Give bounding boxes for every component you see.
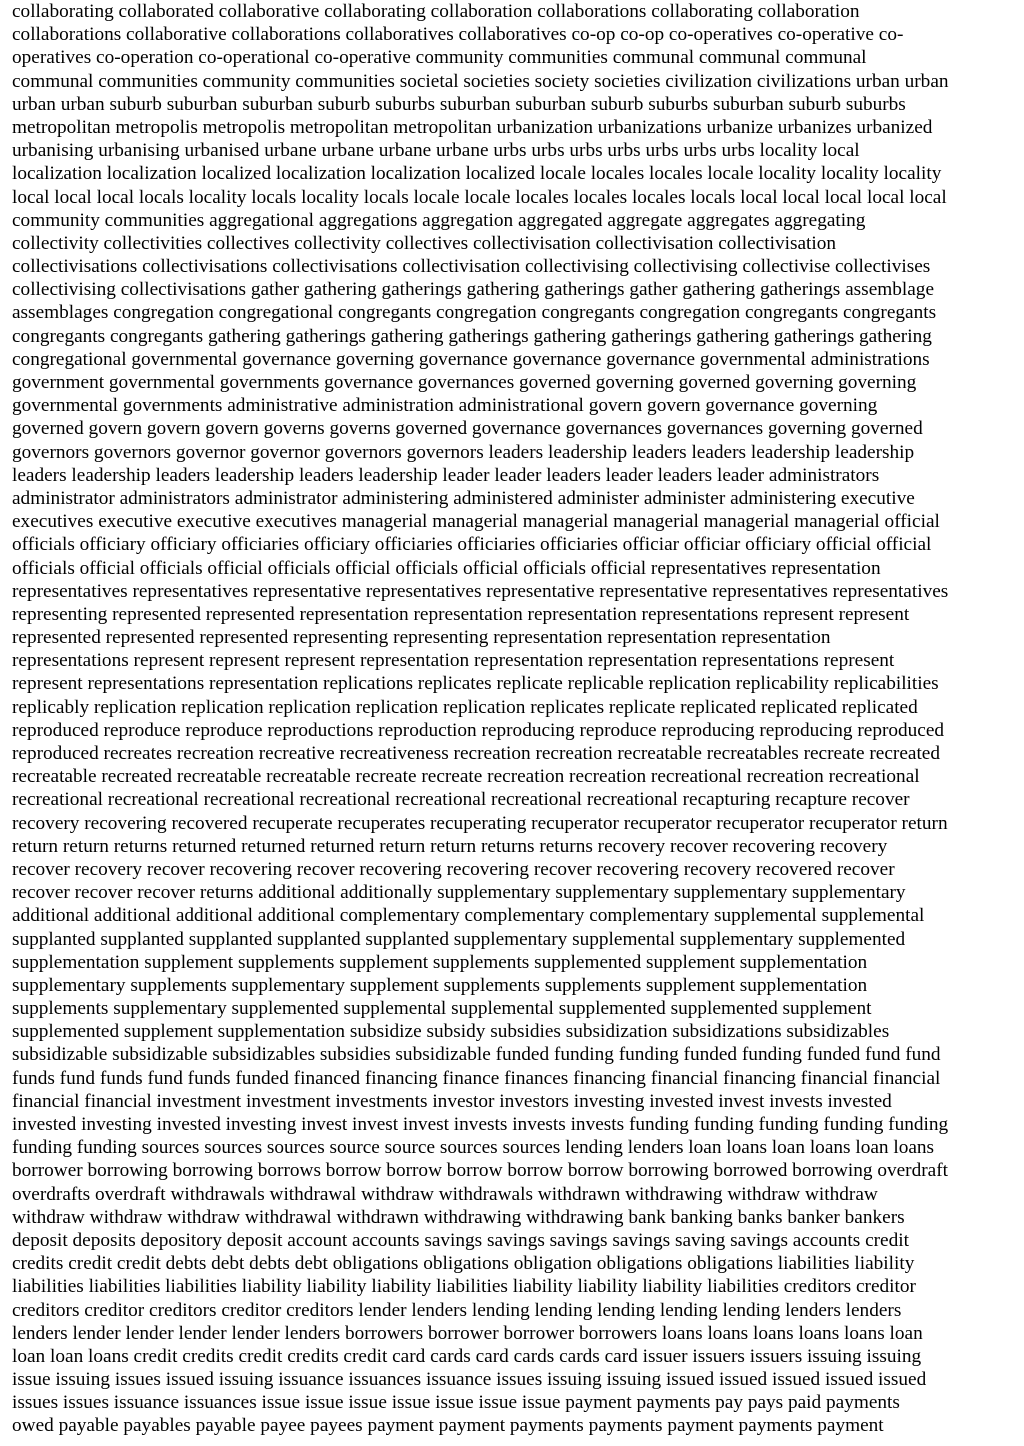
text-line: local local local locals locality locals locality locals locale locale locales locales locales locals local local local local local — [12, 186, 947, 208]
text-line: communal communities community communities societal societies society societies civilization civilizations urban urban — [12, 70, 949, 92]
text-line: issues issues issuance issuances issue issue issue issue issue issue issue payment payments pay pays paid payments — [12, 1392, 900, 1414]
text-line: withdraw withdraw withdraw withdrawal withdrawn withdrawing withdrawing bank banking banks banker bankers — [12, 1206, 905, 1228]
text-line: invested investing invested investing invest invest invest invests invests invests funding funding funding funding funding — [12, 1114, 949, 1135]
text-line: collectivity collectivities collectives collectivity collectives collectivisation collectivisation collectivisation — [12, 232, 837, 254]
text-line: recover recover recover returns additional additionally supplementary supplementary supplementary supplementary — [12, 882, 906, 904]
text-line: overdrafts overdraft withdrawals withdrawal withdraw withdrawals withdrawn withdrawing withdraw withdraw — [12, 1183, 878, 1205]
text-line: owed payable payables payable payee payees payment payment payments payments payment payments payment — [12, 1415, 884, 1437]
text-line: operatives co-operation co-operational co-operative community communities communal communal communal — [12, 47, 867, 69]
text-line: governed govern govern govern governs governs governed governance governances governances governing governed — [12, 418, 923, 440]
text-line: collaborations collaborative collaborations collaboratives collaboratives co-op co-op co-operatives co-operative co- — [12, 24, 904, 46]
text-line: metropolitan metropolis metropolis metropolitan metropolitan urbanization urbanizations urbanize urbanizes urbanized — [12, 116, 933, 138]
text-line: financial financial investment investment investments investor investors investing invested invest invests invested — [12, 1090, 892, 1112]
text-line: supplementation supplement supplements supplement supplements supplemented supplement supplementation — [12, 951, 868, 973]
text-line: collaborating collaborated collaborative collaborating collaboration collaborations collaborating collaboration — [12, 1, 860, 22]
text-line: administrator administrators administrator administering administered administer administer administering executive — [12, 487, 915, 509]
text-line: represented represented represented representing representing representation representation representation — [12, 627, 831, 649]
text-line: supplanted supplanted supplanted supplanted supplanted supplementary supplemental supplementary supplemented — [12, 928, 906, 950]
text-line: executives executive executive executives managerial managerial managerial managerial managerial managerial official — [12, 511, 940, 533]
text-line: government governmental governments governance governances governed governing governed governing governing — [12, 372, 917, 393]
text-line: supplementary supplements supplementary supplement supplements supplements supplement supplementation — [12, 974, 868, 996]
text-line: recreatable recreated recreatable recreatable recreate recreate recreation recreation recreational recreation recreational — [12, 766, 920, 788]
text-line: additional additional additional additional complementary complementary complementary supplemental supplemental — [12, 905, 925, 927]
text-line: represent representations representation replications replicates replicate replicable replication replicability replicabilities — [12, 673, 939, 695]
text-line: credits credit credit debts debt debts debt obligations obligations obligation obligations obligations liabilities liability — [12, 1253, 915, 1275]
text-line: collectivisations collectivisations collectivisations collectivisation collectivising collectivising collectivise collectivises — [12, 256, 931, 278]
text-line: supplements supplementary supplemented supplemental supplemental supplemented supplemented supplement — [12, 998, 872, 1020]
text-line: recovery recovering recovered recuperate recuperates recuperating recuperator recuperator recuperator recuperator return — [12, 812, 948, 834]
text-line: representing represented represented representation representation representation representations represent represent — [12, 603, 910, 625]
text-line: funding funding sources sources sources source source sources sources lending lenders loan loans loan loans loan loans — [12, 1137, 935, 1159]
text-line: governmental governments administrative administration administrational govern govern governance governing — [12, 395, 878, 417]
text-line: lenders lender lender lender lender lenders borrowers borrower borrower borrowers loans loans loans loans loans loan — [12, 1322, 923, 1344]
text-line: representatives representatives representative representatives representative representative representatives representatives — [12, 580, 949, 602]
text-line: representations represent represent represent representation representation representation representations represent — [12, 650, 895, 672]
text-line: leaders leadership leaders leadership leaders leadership leader leader leaders leader leaders leader administrators — [12, 464, 880, 486]
text-line: officials official officials official officials official officials official officials official representatives representation — [12, 557, 881, 579]
text-line: issue issuing issues issued issuing issuance issuances issuance issues issuing issuing issued issued issued issued issued — [12, 1369, 927, 1391]
text-line: subsidizable subsidizable subsidizables subsidies subsidizable funded funding funding funded funding funded fund fund — [12, 1044, 941, 1066]
text-line: deposit deposits depository deposit account accounts savings savings savings savings saving savings accounts credit — [12, 1229, 909, 1251]
text-line: supplemented supplement supplementation subsidize subsidy subsidies subsidization subsidizations subsidizables — [12, 1021, 890, 1043]
text-line: collectivising collectivisations gather gathering gatherings gathering gatherings gather gathering gatherings assemblage — [12, 279, 934, 301]
text-line: creditors creditor creditors creditor creditors lender lenders lending lending lending lending lending lenders lenders — [12, 1299, 902, 1321]
text-line: reproduced reproduce reproduce reproductions reproduction reproducing reproduce reproducing reproducing reproduced — [12, 719, 945, 741]
text-line: congregants congregants gathering gatherings gathering gatherings gathering gatherings gathering gatherings gathering — [12, 325, 932, 347]
text-line: community communities aggregational aggregations aggregation aggregated aggregate aggregates aggregating — [12, 209, 866, 231]
text-line: recreational recreational recreational recreational recreational recreational recreational recapturing recapture recover — [12, 789, 910, 811]
text-line: urban urban suburb suburban suburban suburb suburbs suburban suburban suburb suburbs suburban suburb suburbs — [12, 93, 906, 115]
text-line: reproduced recreates recreation recreative recreativeness recreation recreation recreatable recreatables recreate recreated — [12, 743, 941, 764]
text-line: congregational governmental governance governing governance governance governance governmental administrations — [12, 348, 930, 370]
text-line: return return returns returned returned returned return return returns returns recovery recover recovering recovery — [12, 835, 888, 857]
text-line: officials officiary officiary officiaries officiary officiaries officiaries officiaries officiar officiar officiary official official — [12, 534, 932, 556]
text-line: assemblages congregation congregational congregants congregation congregants congregation congregants congregants — [12, 302, 937, 324]
text-line: recover recovery recover recovering recover recovering recovering recover recovering recovery recovered recover — [12, 858, 895, 880]
text-line: governors governors governor governor governors governors leaders leadership leaders leaders leadership leadership — [12, 441, 915, 463]
text-line: borrower borrowing borrowing borrows borrow borrow borrow borrow borrow borrowing borrowed borrowing overdraft — [12, 1160, 948, 1182]
text-line: urbanising urbanising urbanised urbane urbane urbane urbane urbs urbs urbs urbs urbs urbs urbs locality local — [12, 140, 860, 162]
text-line: funds fund funds fund funds funded financed financing finance finances financing financial financing financial financial — [12, 1067, 941, 1089]
text-line: liabilities liabilities liabilities liability liability liability liabilities liability liability liability liabilities creditors creditor — [12, 1276, 916, 1298]
text-line: loan loan loans credit credits credit credits credit card cards card cards cards card issuer issuers issuers issuing issuing — [12, 1345, 922, 1367]
text-line: localization localization localized localization localization localized locale locales locales locale locality locality locality — [12, 163, 942, 185]
text-line: replicably replication replication replication replication replication replicates replicate replicated replicated replicated — [12, 696, 918, 718]
